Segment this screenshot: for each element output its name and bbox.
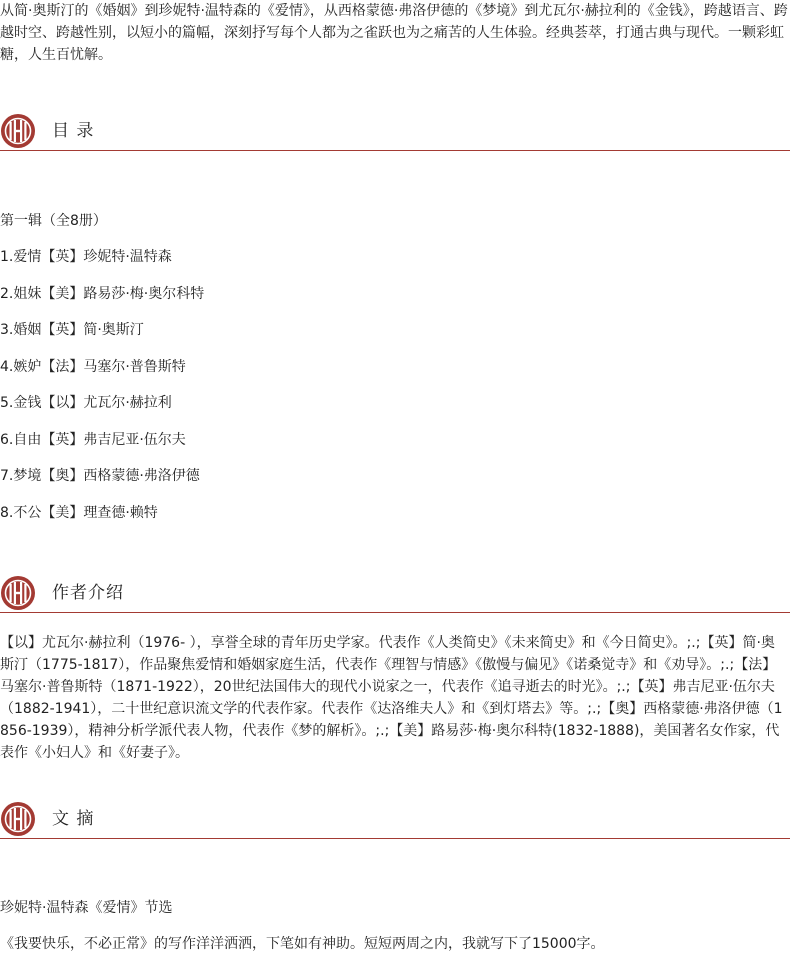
toc-item: 1.爱情【英】珍妮特·温特森 (0, 249, 172, 265)
red-circle-seal-icon (0, 113, 36, 149)
author-paragraph: 【以】尤瓦尔·赫拉利（1976- ），享誉全球的青年历史学家。代表作《人类简史》《未来简史》和《今日简史》。;.;【英】简·奥斯汀（1775-1817），作品聚焦爱情和婚姻家庭生活，代表作《理智与情感》《傲慢与偏见》《诺桑觉寺》和《劝导》。;.;【法】马塞尔·普鲁斯特（1871-1922），20世纪法国伟大的现代小说家之一，代表作《追寻逝去的时光》。;.;【英】弗吉尼亚·伍尔夫（1882-1941），二十世纪意识流文学的代表作家。代表作《达洛维夫人》和《到灯塔去》等。;.;【奥】西格蒙德·弗洛伊德（1856-1939），精神分析学派代表人物，代表作《梦的解析》。;.;【美】路易莎·梅·奥尔科特(1832-1888)，美国著名女作家，代表作《小妇人》和《好妻子》。 (0, 635, 783, 761)
author-section-title: 作者介绍 (52, 583, 124, 603)
section-header-toc (0, 111, 790, 151)
intro-paragraph: 从简·奥斯汀的《婚姻》到珍妮特·温特森的《爱情》，从西格蒙德·弗洛伊德的《梦境》到尤瓦尔·赫拉利的《金钱》，跨越语言、跨越时空、跨越性别，以短小的篇幅，深刻抒写每个人都为之雀跃也为之痛苦的人生体验。经典荟萃，打通古典与现代。一颗彩虹糖，人生百忧解。 (0, 3, 788, 63)
red-circle-seal-icon (0, 801, 36, 837)
toc-item: 4.嫉妒【法】马塞尔·普鲁斯特 (0, 358, 186, 375)
toc-volume-heading: 第一辑（全8册） (0, 213, 107, 229)
toc-item: 3.婚姻【英】简·奥斯汀 (0, 322, 144, 338)
toc-item: 7.梦境【奥】西格蒙德·弗洛伊德 (0, 468, 200, 484)
toc-item: 2.姐妹【美】路易莎·梅·奥尔科特 (0, 285, 205, 302)
toc-item: 8.不公【美】理查德·赖特 (0, 504, 158, 521)
toc-item: 6.自由【英】弗吉尼亚·伍尔夫 (0, 431, 186, 448)
toc-list (0, 246, 204, 538)
excerpt-first-line: 《我要快乐，不必正常》的写作洋洋洒洒，下笔如有神助。短短两周之内，我就写下了15000字。 (0, 936, 605, 952)
section-divider (0, 150, 790, 151)
red-circle-seal-icon (0, 575, 36, 611)
section-divider (0, 612, 790, 613)
section-divider (0, 838, 790, 839)
toc-section-title: 目 录 (52, 121, 95, 141)
section-header-excerpt (0, 799, 790, 839)
toc-item: 5.金钱【以】尤瓦尔·赫拉利 (0, 395, 172, 411)
excerpt-section-title: 文 摘 (52, 809, 95, 829)
excerpt-subtitle: 珍妮特·温特森《爱情》节选 (0, 900, 173, 916)
section-header-author (0, 573, 790, 613)
